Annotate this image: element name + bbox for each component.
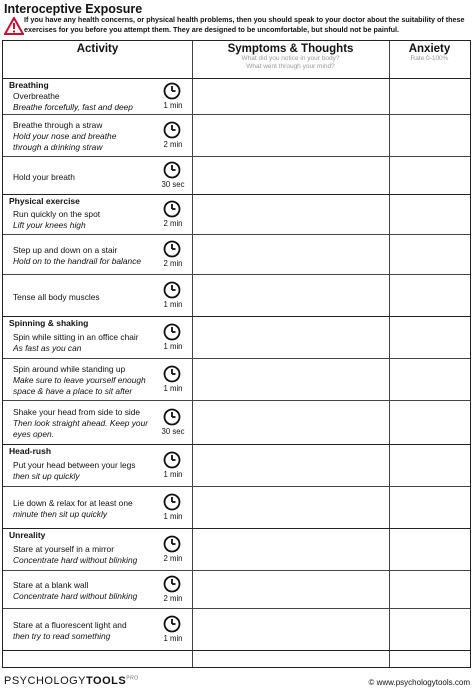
section-title: Spinning & shaking: [9, 318, 89, 328]
table-row: [3, 528, 470, 571]
clock-icon: [163, 365, 181, 383]
duration-label: 1 min: [163, 634, 183, 643]
table-row: [3, 78, 470, 115]
activity-text: [13, 209, 100, 231]
activity-text: [13, 498, 133, 520]
duration-label: 2 min: [163, 594, 183, 603]
section-title: Unreality: [9, 530, 46, 540]
clock-icon: [163, 281, 181, 299]
duration-label: 2 min: [163, 140, 183, 149]
header-activity: Activity: [76, 43, 119, 55]
duration-label: 1 min: [163, 470, 183, 479]
activity-name: Overbreathe: [13, 91, 60, 101]
activity-text: [13, 292, 100, 303]
activity-name: Breathe through a straw: [13, 120, 103, 130]
activity-instruction: Hold your nose and breathe: [13, 131, 117, 141]
clock-icon: [163, 493, 181, 511]
duration-label: 1 min: [163, 101, 183, 110]
activity-name: Run quickly on the spot: [13, 209, 101, 219]
activity-instruction: space & have a place to sit after: [13, 386, 133, 396]
table-row: [3, 274, 470, 317]
clock-icon: [163, 451, 181, 469]
exposure-table: [2, 40, 471, 668]
table-row: [3, 444, 470, 487]
clock-icon: [163, 200, 181, 218]
clock-icon: [163, 323, 181, 341]
header-symptoms: Symptoms & Thoughts What did you notice in your body? What went through your mind?: [227, 43, 354, 70]
activity-text: [13, 620, 127, 642]
table-row: [3, 316, 470, 359]
table-header: [3, 41, 470, 79]
activity-instruction: Make sure to leave yourself enough: [13, 375, 146, 385]
activity-instruction: As fast as you can: [13, 343, 82, 353]
activity-instruction: Lift your knees high: [13, 220, 86, 230]
activity-instruction: then try to read something: [13, 630, 111, 641]
activity-name: Shake your head from side to side: [13, 407, 141, 417]
activity-text: [13, 120, 116, 153]
activity-name: Stare at a blank wall: [13, 579, 89, 590]
activity-instruction: Concentrate hard without blinking: [13, 590, 138, 601]
activity-instruction: minute then sit up quickly: [13, 508, 108, 519]
activity-text: [13, 407, 148, 440]
clock-icon: [163, 240, 181, 258]
duration-label: 1 min: [163, 384, 183, 393]
activity-text: [13, 364, 146, 397]
header-anxiety: Anxiety Rate 0-100%: [408, 43, 451, 62]
activity-text: [13, 172, 75, 183]
duration-label: 1 min: [163, 512, 183, 521]
table-row: [3, 486, 470, 529]
duration-label: 1 min: [163, 300, 183, 309]
table-row: [3, 570, 470, 609]
activity-name: Hold your breath: [13, 171, 75, 182]
duration-label: 30 sec: [161, 427, 185, 436]
clock-icon: [163, 535, 181, 553]
table-row: [3, 114, 470, 157]
section-title: Head-rush: [9, 446, 52, 456]
activity-name: Tense all body muscles: [13, 291, 100, 302]
clock-icon: [163, 82, 181, 100]
clock-icon: [163, 615, 181, 633]
activity-instruction: through a drinking straw: [13, 142, 103, 152]
table-row: [3, 194, 470, 235]
activity-text: [13, 332, 139, 354]
activity-text: [13, 460, 135, 482]
activity-name: Lie down & relax for at least one: [13, 497, 133, 508]
section-title: Breathing: [9, 80, 49, 90]
duration-label: 2 min: [163, 259, 183, 268]
clock-icon: [163, 121, 181, 139]
warning-icon: [4, 17, 24, 35]
brand-logo: $PSYCHOLOGYTOOLS^{PRO}$: [4, 675, 139, 687]
activity-name: Stare at a fluorescent light and: [13, 619, 127, 630]
warning-text: If you have any health concerns, or physical health problems, then you should speak to your doctor about the suitability of these exercises for you before you attempt them. They are designed to be uncomfortable, but should not be painful.: [24, 15, 465, 34]
activity-text: [13, 544, 137, 566]
activity-name: Spin around while standing up: [13, 364, 126, 374]
activity-text: [13, 245, 141, 267]
activity-instruction: Breathe forcefully, fast and deep: [13, 102, 133, 112]
activity-name: Step up and down on a stair: [13, 244, 118, 255]
table-row: [3, 358, 470, 401]
clock-icon: [163, 575, 181, 593]
clock-icon: [163, 408, 181, 426]
activity-instruction: then sit up quickly: [13, 471, 80, 481]
duration-label: 30 sec: [161, 180, 185, 189]
table-row: [3, 608, 470, 651]
activity-instruction: Hold on to the handrail for balance: [13, 255, 142, 266]
activity-name: Spin while sitting in an office chair: [13, 332, 139, 342]
duration-label: 2 min: [163, 554, 183, 563]
activity-name: Stare at yourself in a mirror: [13, 544, 114, 554]
activity-instruction: eyes open.: [13, 429, 54, 439]
activity-text: [13, 91, 133, 113]
clock-icon: [163, 161, 181, 179]
activity-instruction: Then look straight ahead. Keep your: [13, 418, 149, 428]
activity-instruction: Concentrate hard without blinking: [13, 555, 138, 565]
activity-name: Put your head between your legs: [13, 460, 136, 470]
duration-label: 2 min: [163, 219, 183, 228]
table-row: [3, 400, 470, 445]
table-row: [3, 234, 470, 275]
section-title: Physical exercise: [9, 196, 80, 206]
page-title: Interoceptive Exposure: [4, 2, 143, 16]
duration-label: 1 min: [163, 342, 183, 351]
activity-text: [13, 580, 137, 602]
footer-site: © www.psychologytools.com: [368, 678, 470, 687]
table-row: [3, 156, 470, 195]
